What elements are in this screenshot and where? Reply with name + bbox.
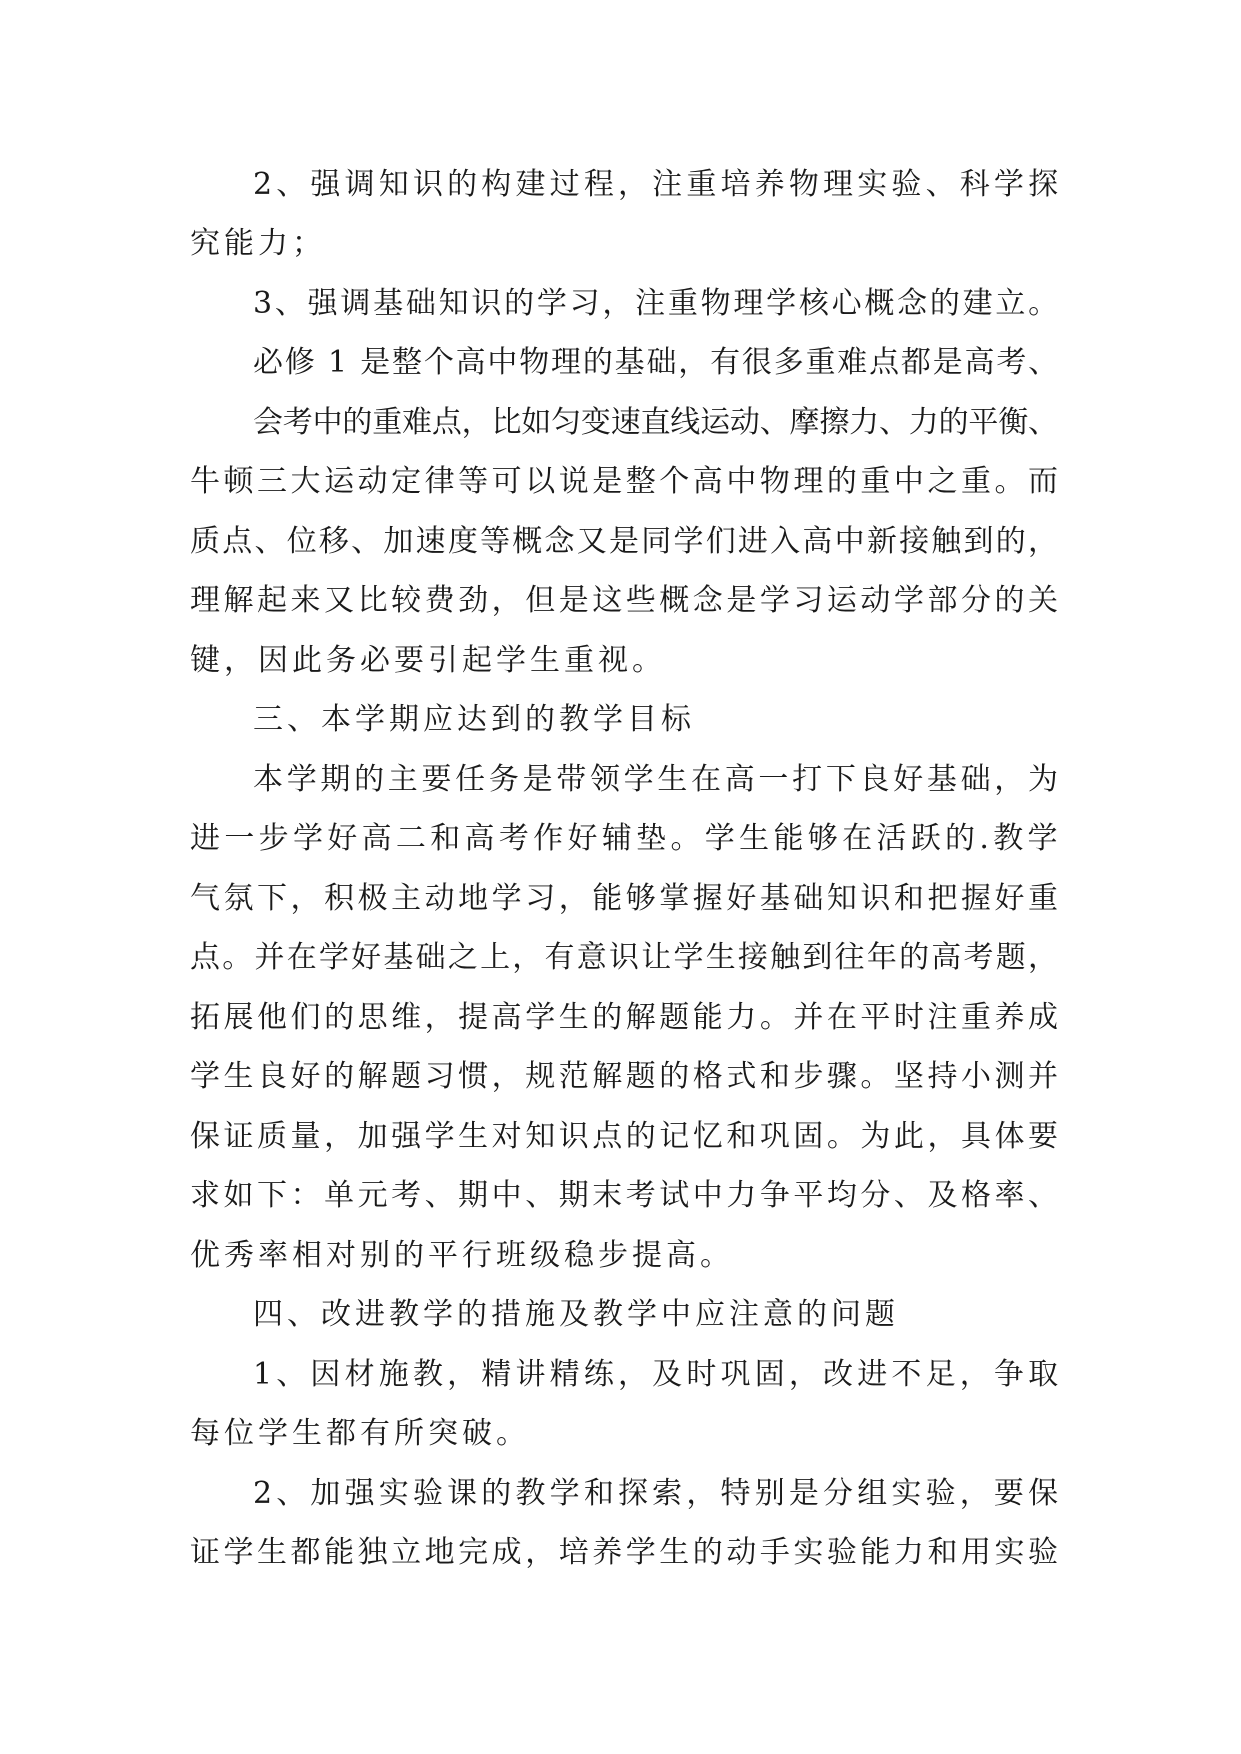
text-line: 求如下：单元考、期中、期末考试中力争平均分、及格率、 <box>190 1178 1062 1213</box>
text-line: 进一步学好高二和高考作好辅垫。学生能够在活跃的.教学 <box>190 821 1062 856</box>
text-line: 保证质量，加强学生对知识点的记忆和巩固。为此，具体要 <box>190 1119 1062 1154</box>
text-line: 证学生都能独立地完成，培养学生的动手实验能力和用实验 <box>190 1535 1062 1570</box>
section-heading: 四、改进教学的措施及教学中应注意的问题 <box>253 1297 899 1332</box>
text-line: 质点、位移、加速度等概念又是同学们进入高中新接触到的， <box>190 524 1061 559</box>
text-line: 必修 1 是整个高中物理的基础，有很多重难点都是高考、 <box>253 345 1060 380</box>
text-line: 拓展他们的思维，提高学生的解题能力。并在平时注重养成 <box>190 1000 1062 1035</box>
text-line: 优秀率相对别的平行班级稳步提高。 <box>190 1238 734 1273</box>
text-line: 会考中的重难点，比如匀变速直线运动、摩擦力、力的平衡、 <box>253 405 1058 440</box>
text-line: 究能力； <box>190 226 326 261</box>
section-heading: 三、本学期应达到的教学目标 <box>253 702 695 737</box>
text-line: 本学期的主要任务是带领学生在高一打下良好基础，为 <box>253 762 1062 797</box>
text-line: 2、强调知识的构建过程，注重培养物理实验、科学探 <box>253 167 1063 202</box>
text-line: 2、加强实验课的教学和探索，特别是分组实验，要保 <box>253 1476 1063 1511</box>
text-line: 学生良好的解题习惯，规范解题的格式和步骤。坚持小测并 <box>190 1059 1062 1094</box>
text-line: 理解起来又比较费劲，但是这些概念是学习运动学部分的关 <box>190 583 1062 618</box>
text-line: 点。并在学好基础之上，有意识让学生接触到往年的高考题， <box>190 940 1061 975</box>
text-line: 键，因此务必要引起学生重视。 <box>190 643 666 678</box>
text-line: 牛顿三大运动定律等可以说是整个高中物理的重中之重。而 <box>190 464 1062 499</box>
text-line: 每位学生都有所突破。 <box>190 1416 530 1451</box>
text-line: 气氛下，积极主动地学习，能够掌握好基础知识和把握好重 <box>190 881 1062 916</box>
text-line: 1、因材施教，精讲精练，及时巩固，改进不足，争取 <box>253 1357 1063 1392</box>
text-line: 3、强调基础知识的学习，注重物理学核心概念的建立。 <box>253 286 1061 321</box>
